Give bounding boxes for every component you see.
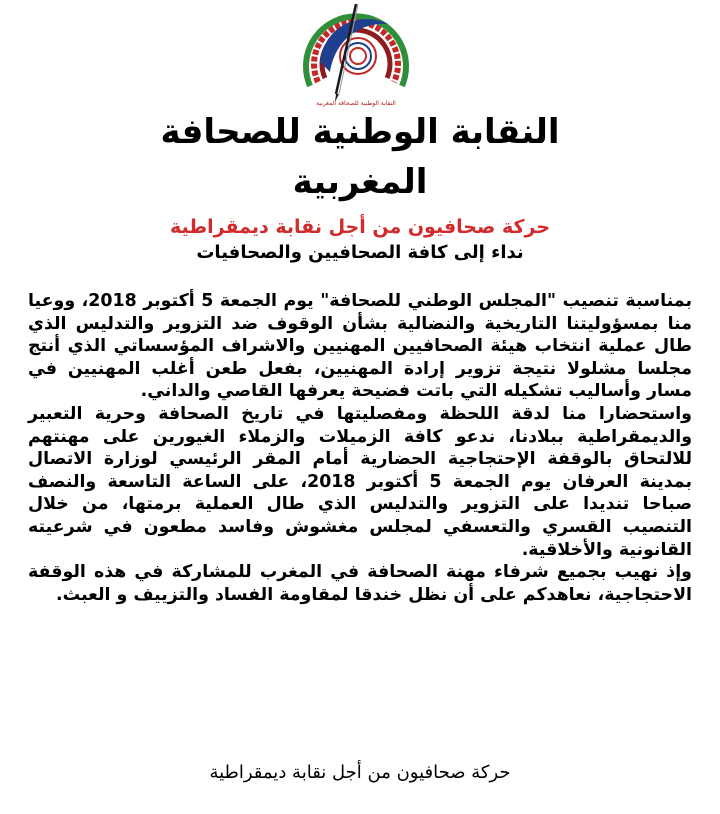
paragraph-closing: وإذ نهيب بجميع شرفاء مهنة الصحافة في المغرب للمشاركة في هذه الوقفة الاحتجاجية، نعاهدكم على أن نظل خندقا لمقاومة الفساد والتزييف و العبث. (28, 562, 692, 605)
logo-caption: النقابة الوطنية للصحافة المغربية (316, 100, 396, 107)
paragraph-intro: بمناسبة تنصيب "المجلس الوطني للصحافة" يوم الجمعة 5 أكتوبر 2018، ووعيا منا بمسؤوليتنا التاريخية والنضالية بشأن الوقوف ضد التزوير والتدليس الذي طال عملية انتخاب هيئة الصحافيين المهنيين والاشراف المؤسساتي الذي أنتج مجلسا مشلولا نتيجة تزوير إرادة المهنيين، بفعل طعن أغلب المهنيين في مسار وأساليب تشكيله التي باتت فضيحة يعرفها القاصي والداني. (28, 291, 692, 402)
signature: حركة صحافيون من أجل نقابة ديمقراطية (209, 762, 511, 783)
statement-body (28, 290, 692, 606)
movement-subtitle: حركة صحافيون من أجل نقابة ديمقراطية (169, 216, 551, 238)
appeal-heading: نداء إلى كافة الصحافيين والصحافيات (196, 242, 524, 263)
page-title-line1: النقابة الوطنية للصحافة (160, 112, 560, 152)
page-title-line2: المغربية (292, 162, 428, 202)
union-emblem-icon (300, 2, 412, 110)
paragraph-call: واستحضارا منا لدقة اللحظة ومفصليتها في تاريخ الصحافة وحرية التعبير والديمقراطية ببلادنا، ندعو كافة الزميلات والزملاء الغيورين على مهنتهم للالتحاق بالوقفة الإحتجاجية الحضارية أمام المقر الرئيسي لوزارة الاتصال بمدينة العرفان يوم الجمعة 5 أكتوبر 2018، على الساعة التاسعة والنصف صباحا تنديدا على التزوير والتدليس الذي طال العملية برمتها، من خلال التنصيب القسري والتعسفي لمجلس مغشوش وفاسد مطعون في شرعيته القانونية والأخلاقية. (28, 403, 692, 560)
